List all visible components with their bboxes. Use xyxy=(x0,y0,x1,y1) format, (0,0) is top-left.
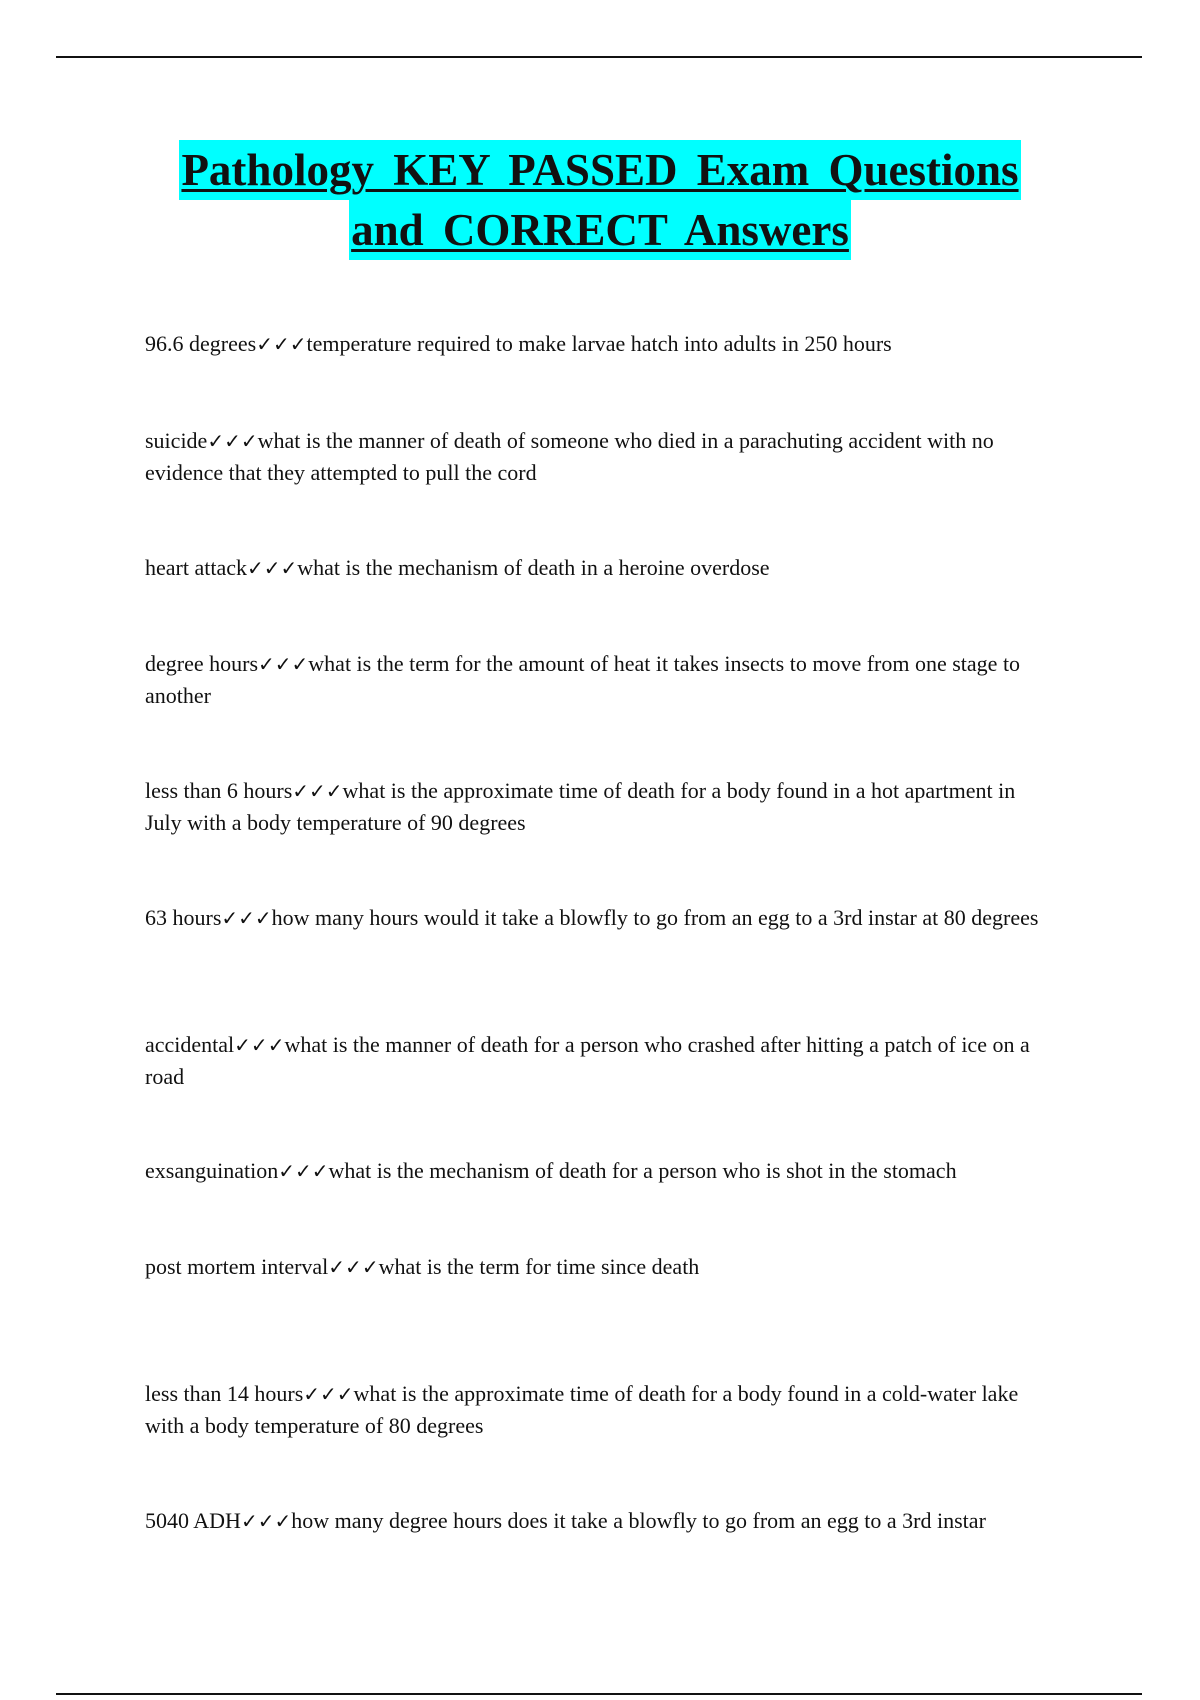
qa-item xyxy=(145,902,1057,934)
qa-question: how many hours would it take a blowfly to go from an egg to a 3rd instar at 80 degrees xyxy=(271,905,1039,930)
qa-answer: degree hours xyxy=(145,651,259,676)
qa-question: what is the mechanism of death for a person who is shot in the stomach xyxy=(328,1158,957,1183)
checkmark-icon: ✓✓✓ xyxy=(278,1159,329,1183)
checkmark-icon: ✓✓✓ xyxy=(240,1509,292,1533)
checkmark-icon: ✓✓✓ xyxy=(247,556,298,580)
checkmark-icon: ✓✓✓ xyxy=(234,1033,285,1057)
checkmark-icon: ✓✓✓ xyxy=(256,332,307,356)
qa-answer: less than 6 hours xyxy=(145,778,293,803)
qa-question: what is the manner of death for a person who crashed after hitting a patch of ice on a road xyxy=(145,1032,1030,1089)
qa-question: what is the manner of death of someone who died in a parachuting accident with no evidence that they attempted to pull the cord xyxy=(145,428,994,485)
qa-answer: 96.6 degrees xyxy=(145,331,257,356)
qa-item xyxy=(145,1155,1057,1187)
qa-question: what is the approximate time of death for a body found in a hot apartment in July with a body temperature of 90 degrees xyxy=(145,778,1016,835)
bottom-rule xyxy=(56,1693,1142,1695)
qa-item xyxy=(145,425,1057,489)
qa-item xyxy=(145,328,1057,360)
top-rule xyxy=(56,56,1142,58)
checkmark-icon: ✓✓✓ xyxy=(221,906,272,930)
qa-answer: post mortem interval xyxy=(145,1254,329,1279)
qa-question: how many degree hours does it take a blowfly to go from an egg to a 3rd instar xyxy=(291,1508,986,1533)
checkmark-icon: ✓✓✓ xyxy=(303,1382,354,1406)
document-title xyxy=(100,140,1100,260)
qa-question: what is the mechanism of death in a heroine overdose xyxy=(297,555,770,580)
qa-question: what is the approximate time of death for a body found in a cold-water lake with a body temperature of 80 degrees xyxy=(145,1381,1019,1438)
qa-answer: exsanguination xyxy=(145,1158,279,1183)
checkmark-icon: ✓✓✓ xyxy=(207,429,258,453)
qa-item xyxy=(145,1505,1057,1537)
qa-question: what is the term for time since death xyxy=(378,1254,700,1279)
qa-answer: heart attack xyxy=(145,555,247,580)
qa-item xyxy=(145,648,1057,712)
checkmark-icon: ✓✓✓ xyxy=(292,779,343,803)
qa-answer: less than 14 hours xyxy=(145,1381,304,1406)
qa-question: temperature required to make larvae hatch into adults in 250 hours xyxy=(306,331,892,356)
title-line-1: Pathology KEY PASSED Exam Questions xyxy=(179,140,1020,200)
qa-answer: 5040 ADH xyxy=(145,1508,241,1533)
title-line-2: and CORRECT Answers xyxy=(349,200,851,260)
qa-item xyxy=(145,552,1057,584)
qa-item xyxy=(145,775,1057,839)
qa-question: what is the term for the amount of heat it takes insects to move from one stage to another xyxy=(145,651,1021,708)
qa-answer: 63 hours xyxy=(145,905,222,930)
qa-item xyxy=(145,1378,1057,1442)
qa-item xyxy=(145,1251,1057,1283)
qa-answer: suicide xyxy=(145,428,208,453)
qa-answer: accidental xyxy=(145,1032,235,1057)
qa-item xyxy=(145,1029,1057,1093)
checkmark-icon: ✓✓✓ xyxy=(328,1255,379,1279)
checkmark-icon: ✓✓✓ xyxy=(258,652,309,676)
